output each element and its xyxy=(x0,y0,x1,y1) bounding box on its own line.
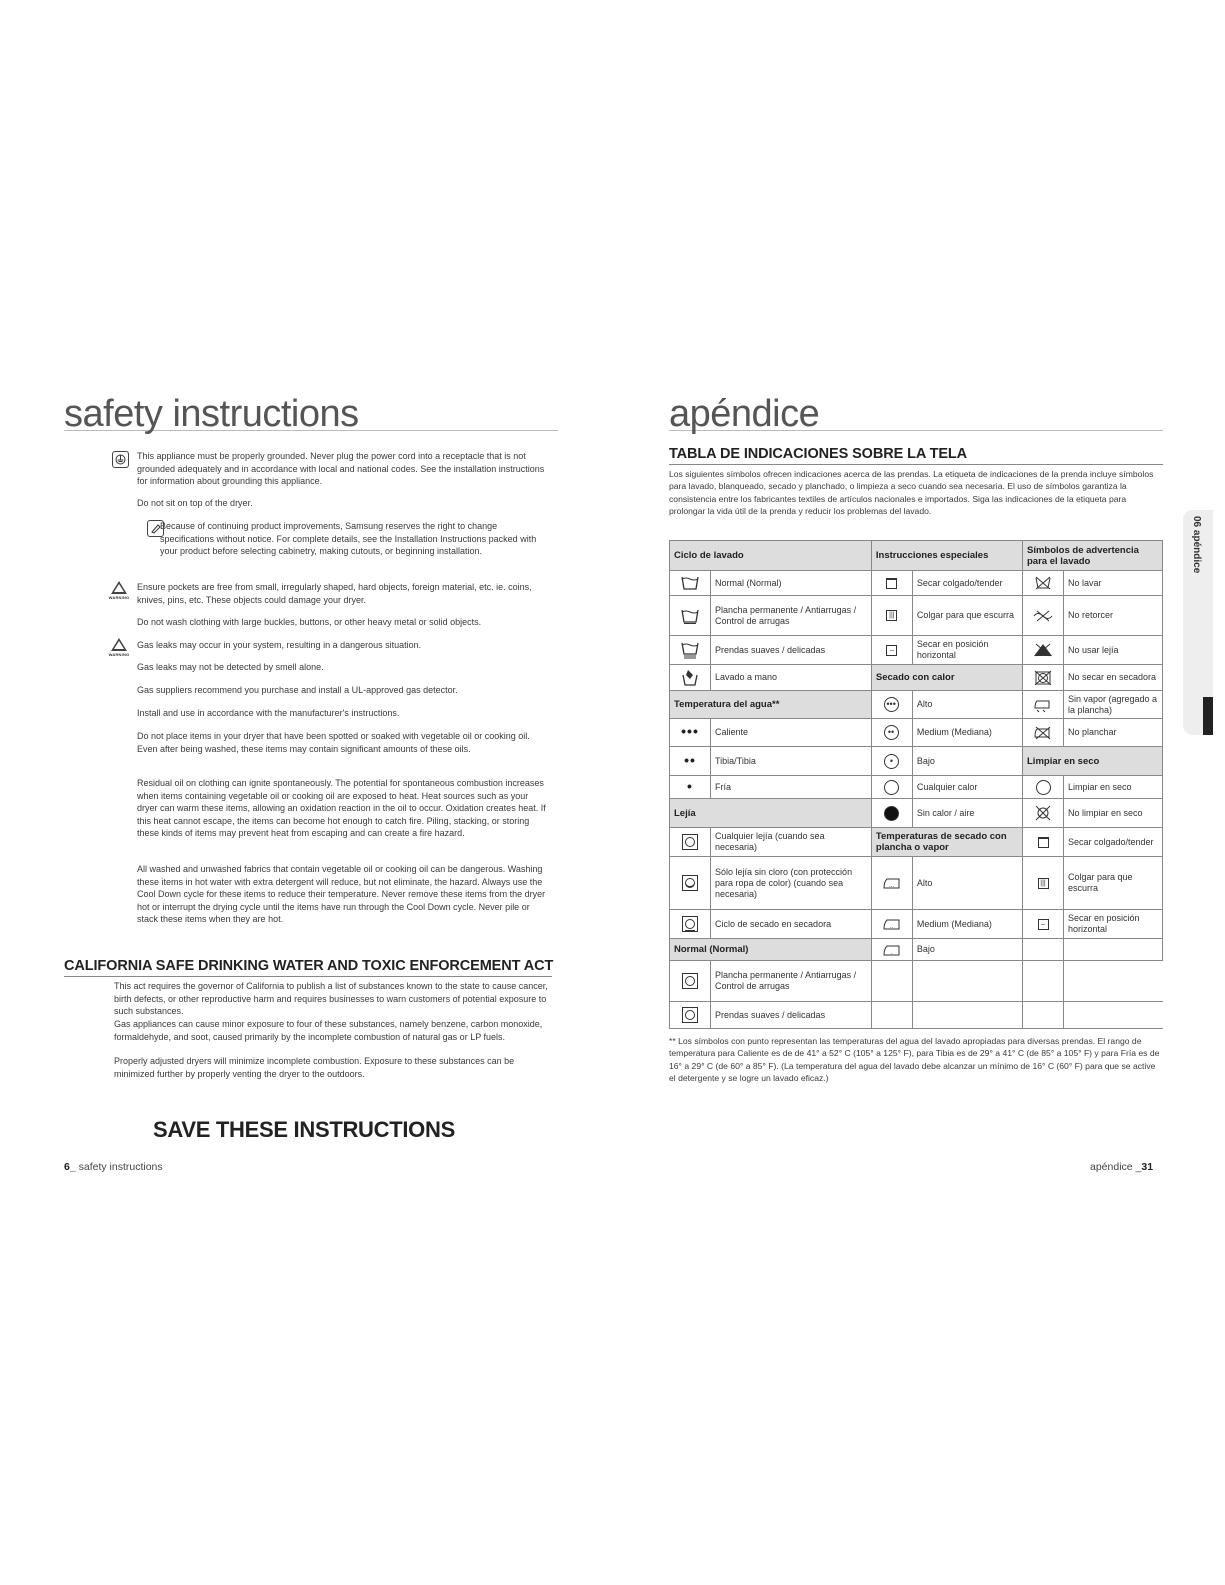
cold-water-icon: • xyxy=(670,776,711,799)
empty-cell xyxy=(871,1002,912,1029)
normal-icon xyxy=(670,961,711,1002)
svg-text:.: . xyxy=(890,949,893,956)
empty-cell xyxy=(912,961,1022,1002)
tumble-any-heat-icon xyxy=(871,776,912,799)
buckles-paragraph: Do not wash clothing with large buckles, buttons, or other heavy metal or solid objects. xyxy=(137,617,482,627)
cell: Lavado a mano xyxy=(711,665,872,691)
cell: No secar en secadora xyxy=(1064,665,1163,691)
gas3-paragraph: Gas suppliers recommend you purchase and install a UL-approved gas detector. xyxy=(137,685,458,695)
fabric-care-table xyxy=(669,540,1163,1029)
footnote: ** Los símbolos con punto representan las temperaturas del agua del lavado apropiadas para diversas prendas. El rango de temperatura para Caliente es de de 41° a 52° C (105° a 125° F), para Tibia es de 29° a 41° C (de 85° a 105° F) y para Fría es de 16° a 29° C (de 60° a 85° F). (La temperatura del agua del lavado debe alcanzar un mínimo de 16° C (60° F) para que se active el detergente y se logre un lavado eficaz.) xyxy=(669,1036,1160,1084)
warm-water-icon: •• xyxy=(670,747,711,776)
special-header: Instrucciones especiales xyxy=(871,541,1022,571)
delicate-icon xyxy=(670,1002,711,1029)
table-row xyxy=(670,719,1163,747)
cell: Secar en posición horizontal xyxy=(1064,910,1163,939)
iron-medium-icon xyxy=(871,910,912,939)
table-row xyxy=(670,799,1163,828)
cell: Ciclo de secado en secadora xyxy=(711,910,872,939)
cell: Cualquier calor xyxy=(912,776,1022,799)
cell: No planchar xyxy=(1064,719,1163,747)
drip-dry-icon: ||| xyxy=(1023,857,1064,910)
note-paragraph: Because of continuing product improvements, Samsung reserves the right to change specifications without notice. For complete details, see the Installation Instructions packed with your product before selecting cabinetry, making cutouts, or beginning installation. xyxy=(160,521,537,557)
california-heading: CALIFORNIA SAFE DRINKING WATER AND TOXIC ENFORCEMENT ACT xyxy=(64,958,554,974)
left-page xyxy=(64,392,558,435)
warning-icon: WARNING xyxy=(108,581,130,600)
do-not-wash-icon xyxy=(1023,571,1064,596)
table-row xyxy=(670,571,1163,596)
intro-paragraph: Los siguientes símbolos ofrecen indicaciones acerca de las prendas. La etiqueta de indicaciones de la prenda incluye símbolos para lavado, blanqueado, secado y planchado, o limpieza a seco cuando sea necesaria. El uso de símbolos garantiza la consistencia entre los fabricantes textiles de artículos nacionales e importados. Siga las indicaciones de la etiqueta para prolongar la vida útil de la prenda y reducir los problemas del lavado. xyxy=(669,469,1154,517)
california-p2: Gas appliances can cause minor exposure to four of these substances, namely benzene, carbon monoxide, formaldehyde, and soot, caused primarily by the incomplete combustion of natural gas or LP fuels. xyxy=(114,1019,543,1042)
california-p3: Properly adjusted dryers will minimize incomplete combustion. Exposure to these substances can be minimized further by properly venting the dryer to the outdoors. xyxy=(114,1056,515,1079)
iron-high-icon xyxy=(871,857,912,910)
cell: Tibia/Tibia xyxy=(711,747,872,776)
iron-low-icon xyxy=(871,939,912,961)
table-row xyxy=(670,1002,1163,1029)
cell: Medium (Mediana) xyxy=(912,719,1022,747)
dry-flat-icon: – xyxy=(871,636,912,665)
cell: Caliente xyxy=(711,719,872,747)
table-row xyxy=(670,596,1163,636)
cell: Sin calor / aire xyxy=(912,799,1022,828)
cell: Sin vapor (agregado a la plancha) xyxy=(1064,691,1163,719)
iron-header: Temperaturas de secado con plancha o vapor xyxy=(871,828,1022,857)
cell: Colgar para que escurra xyxy=(1064,857,1163,910)
right-page xyxy=(669,392,1163,435)
table-heading: TABLA DE INDICACIONES SOBRE LA TELA xyxy=(669,446,968,462)
non-chlorine-bleach-icon xyxy=(670,857,711,910)
side-tab-label: 06 apéndice xyxy=(1191,516,1202,574)
hot-water-icon: ••• xyxy=(670,719,711,747)
empty-cell xyxy=(1023,961,1064,1002)
cell: Prendas suaves / delicadas xyxy=(711,1002,872,1029)
svg-text:...: ... xyxy=(888,883,894,889)
table-row xyxy=(670,691,1163,719)
cell: Fría xyxy=(711,776,872,799)
do-not-tumble-dry-icon xyxy=(1023,665,1064,691)
install-paragraph: Install and use in accordance with the manufacturer's instructions. xyxy=(137,708,400,718)
page-title: apéndice xyxy=(669,393,820,435)
do-not-wring-icon xyxy=(1023,596,1064,636)
water-temp-header: Temperatura del agua** xyxy=(670,691,872,719)
side-tab-marker xyxy=(1203,697,1213,735)
table-row xyxy=(670,636,1163,665)
empty-cell xyxy=(1023,1002,1064,1029)
table-row xyxy=(670,939,1163,961)
cell: Cualquier lejía (cuando sea necesaria) xyxy=(711,828,872,857)
tumble-dry-cycle-icon xyxy=(670,910,711,939)
table-row xyxy=(670,857,1163,910)
line-dry-icon xyxy=(871,571,912,596)
cell: Plancha permanente / Antiarrugas / Control de arrugas xyxy=(711,596,872,636)
heat-dry-header: Secado con calor xyxy=(871,665,1022,691)
dry-clean-header: Limpiar en seco xyxy=(1023,747,1163,776)
empty-cell xyxy=(1023,939,1064,961)
cell: Limpiar en seco xyxy=(1064,776,1163,799)
hand-wash-icon xyxy=(670,665,711,691)
cell: No lavar xyxy=(1064,571,1163,596)
wash-tub-icon xyxy=(670,636,711,665)
cell: Alto xyxy=(912,691,1022,719)
page-title: safety instructions xyxy=(64,393,359,435)
any-bleach-icon xyxy=(670,828,711,857)
cell: Secar en posición horizontal xyxy=(912,636,1022,665)
cell: Bajo xyxy=(912,939,1022,961)
do-not-iron-icon xyxy=(1023,719,1064,747)
ground-paragraph: This appliance must be properly grounded. Never plug the power cord into a receptacle that is not grounded adequately and in accordance with local and national codes. See the installation instructions for information about grounding this appliance. xyxy=(137,451,545,487)
cell: Bajo xyxy=(912,747,1022,776)
gas1-paragraph: Gas leaks may occur in your system, resulting in a dangerous situation. xyxy=(137,640,422,650)
warning-icon: WARNING xyxy=(108,638,130,657)
cell: Medium (Mediana) xyxy=(912,910,1022,939)
normal-header: Normal (Normal) xyxy=(670,939,872,961)
footer-left: 6_ safety instructions xyxy=(64,1161,163,1173)
wash-cycle-header: Ciclo de lavado xyxy=(670,541,872,571)
table-row xyxy=(670,541,1163,571)
empty-cell xyxy=(1064,961,1163,1002)
cell: Normal (Normal) xyxy=(711,571,872,596)
sit-paragraph: Do not sit on top of the dryer. xyxy=(137,498,253,508)
table-row xyxy=(670,747,1163,776)
table-row xyxy=(670,910,1163,939)
empty-cell xyxy=(912,1002,1022,1029)
empty-cell xyxy=(1064,1002,1163,1029)
gas2-paragraph: Gas leaks may not be detected by smell alone. xyxy=(137,662,324,672)
no-bleach-icon xyxy=(1023,636,1064,665)
warning-header: Símbolos de advertencia para el lavado xyxy=(1023,541,1163,571)
table-row xyxy=(670,961,1163,1002)
wash-tub-icon xyxy=(670,571,711,596)
svg-text:..: .. xyxy=(889,924,894,930)
cell: Alto xyxy=(912,857,1022,910)
cell: No limpiar en seco xyxy=(1064,799,1163,828)
footer-right: apéndice _31 xyxy=(1090,1161,1154,1173)
no-heat-icon xyxy=(871,799,912,828)
table-row xyxy=(670,828,1163,857)
drip-dry-icon: ||| xyxy=(871,596,912,636)
cell: Secar colgado/tender xyxy=(1064,828,1163,857)
cell: Plancha permanente / Antiarrugas / Control de arrugas xyxy=(711,961,872,1002)
dry-flat-icon: – xyxy=(1023,910,1064,939)
cell: Secar colgado/tender xyxy=(912,571,1022,596)
cell: Sólo lejía sin cloro (con protección para ropa de color) (cuando sea necesaria) xyxy=(711,857,872,910)
save-instructions: SAVE THESE INSTRUCTIONS xyxy=(153,1117,455,1142)
do-not-dry-clean-icon xyxy=(1023,799,1064,828)
california-rule xyxy=(64,976,552,977)
cell: No usar lejía xyxy=(1064,636,1163,665)
table-row xyxy=(670,776,1163,799)
oil1-paragraph: Do not place items in your dryer that have been spotted or soaked with vegetable oil or cooking oil. Even after being washed, these items may contain significant amounts of these oils. xyxy=(137,731,530,754)
tumble-medium-icon: •• xyxy=(871,719,912,747)
line-dry-icon xyxy=(1023,828,1064,857)
empty-cell xyxy=(1064,939,1163,961)
bleach-header: Lejía xyxy=(670,799,872,828)
cell: Prendas suaves / delicadas xyxy=(711,636,872,665)
table-heading-rule xyxy=(669,464,1163,465)
table-row xyxy=(670,665,1163,691)
tumble-high-icon: ••• xyxy=(871,691,912,719)
pockets-paragraph: Ensure pockets are free from small, irregularly shaped, hard objects, foreign material, etc. ie. coins, knives, pins, etc. These objects could damage your dryer. xyxy=(137,582,532,605)
wash-tub-icon xyxy=(670,596,711,636)
ground-icon xyxy=(112,451,129,468)
cell: No retorcer xyxy=(1064,596,1163,636)
dry-clean-icon xyxy=(1023,776,1064,799)
oil2-paragraph: Residual oil on clothing can ignite spontaneously. The potential for spontaneous combustion increases when items containing vegetable oil or cooking oil are exposed to heat. Heat sources such as your dryer can warm these items, allowing an oxidation reaction in the oil to occur. Oxidation creates heat. If this heat cannot escape, the items can become hot enough to catch fire. Piling, stacking, or storing these kinds of items may prevent heat from escaping and can create a fire hazard. xyxy=(137,778,546,839)
oil3-paragraph: All washed and unwashed fabrics that contain vegetable oil or cooking oil can be dangerous. Washing these items in hot water with extra detergent will reduce, but not eliminate, the hazard. Always use the Cool Down cycle for these items to reduce their temperature. Never remove these items from the dryer hot or interrupt the drying cycle until the items have run through the Cool Down cycle. Never pile or stack these items when they are hot. xyxy=(137,864,546,925)
tumble-low-icon: • xyxy=(871,747,912,776)
california-p1: This act requires the governor of California to publish a list of substances known to the state to cause cancer, birth defects, or other reproductive harm and requires businesses to warn customers of potential exposure to such substances. xyxy=(114,981,548,1017)
cell: Colgar para que escurra xyxy=(912,596,1022,636)
empty-cell xyxy=(871,961,912,1002)
no-steam-icon xyxy=(1023,691,1064,719)
